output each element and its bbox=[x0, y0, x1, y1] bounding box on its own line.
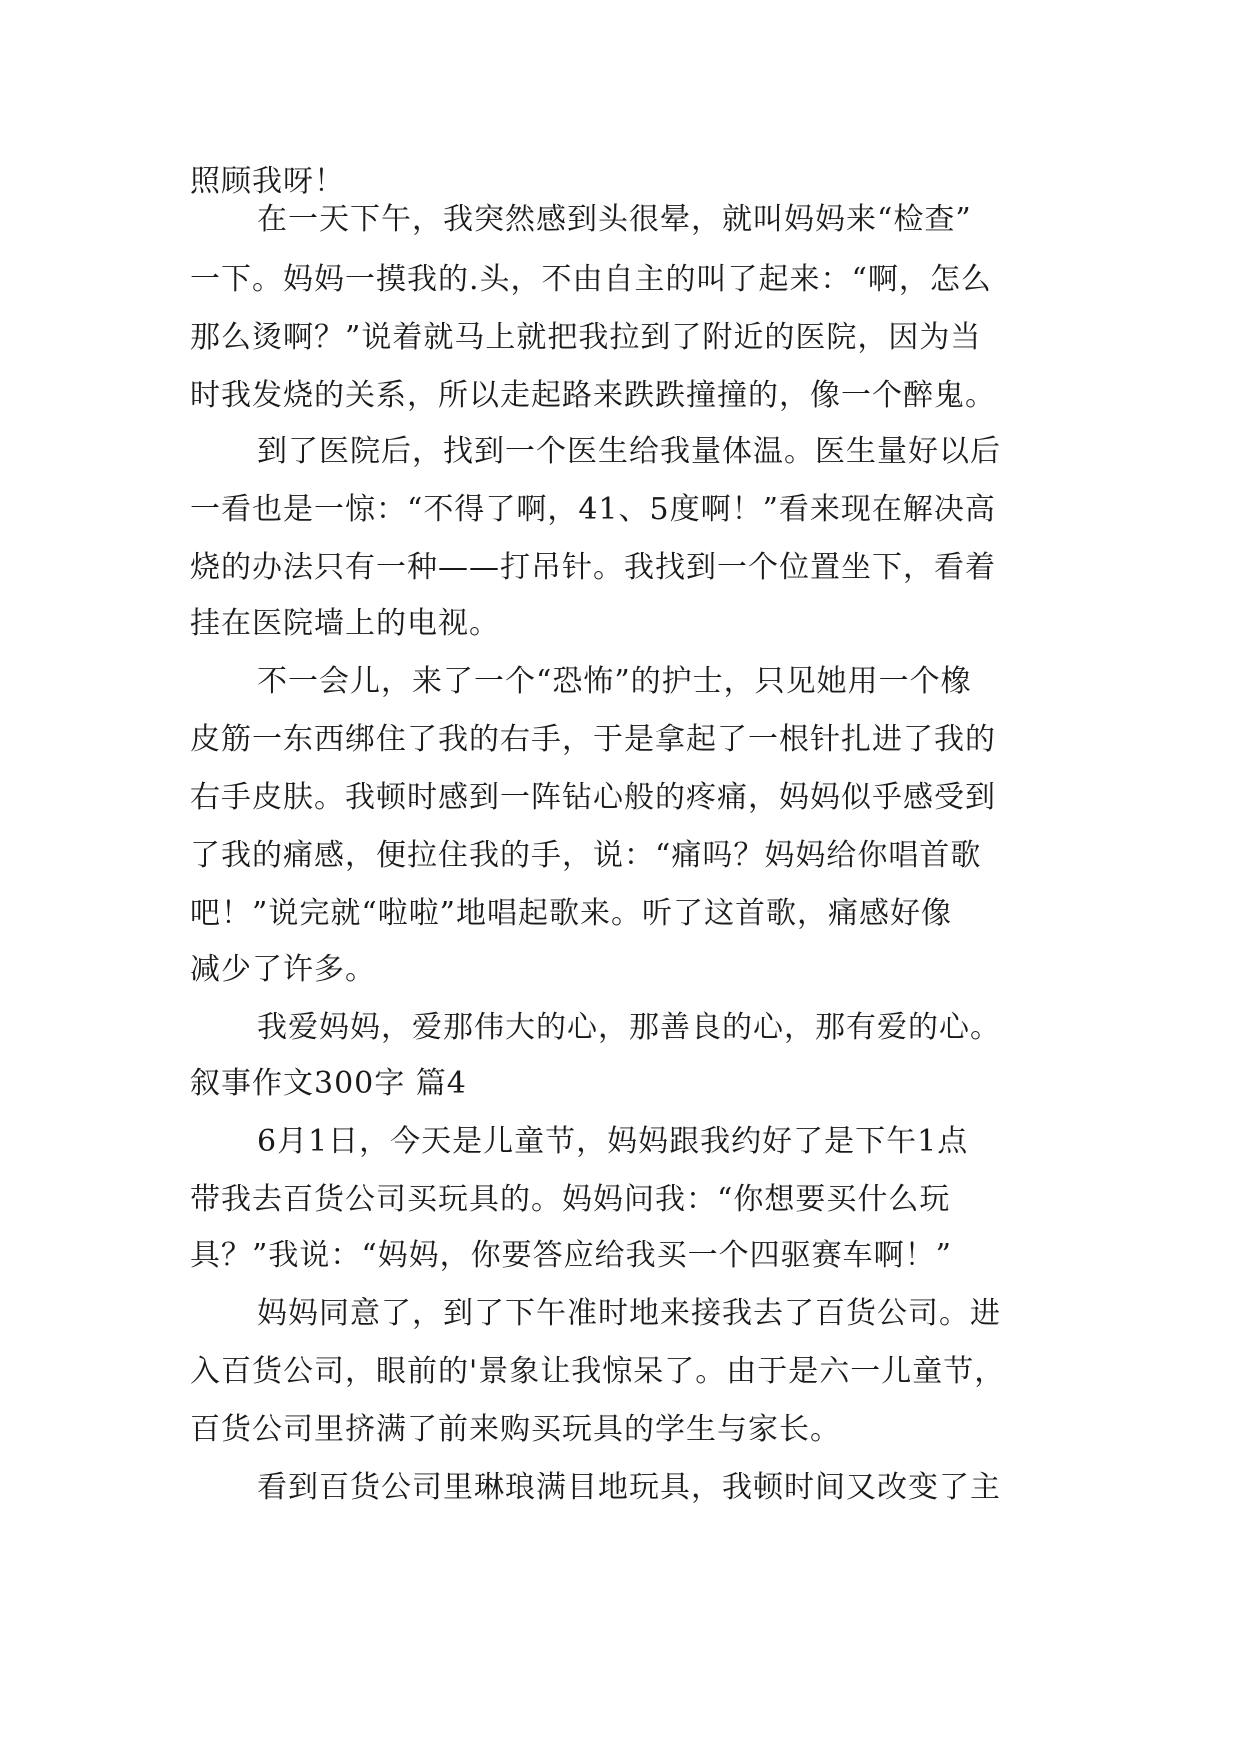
text-line: 一看也是一惊：“不得了啊，41、5度啊！”看来现在解决高 bbox=[190, 492, 996, 527]
paragraph-start: 到了医院后，找到一个医生给我量体温。医生量好以后 bbox=[257, 434, 1001, 469]
text-line: 入百货公司，眼前的'景象让我惊呆了。由于是六一儿童节， bbox=[190, 1354, 1006, 1389]
text-line: 烧的办法只有一种——打吊针。我找到一个位置坐下，看着 bbox=[190, 550, 996, 585]
text-line: 带我去百货公司买玩具的。妈妈问我：“你想要买什么玩 bbox=[190, 1182, 951, 1217]
text-line: 那么烫啊？”说着就马上就把我拉到了附近的医院，因为当 bbox=[190, 320, 982, 355]
text-line: 时我发烧的关系，所以走起路来跌跌撞撞的，像一个醉鬼。 bbox=[190, 378, 996, 413]
text-line: 右手皮肤。我顿时感到一阵钻心般的疼痛，妈妈似乎感受到 bbox=[190, 780, 996, 815]
paragraph-start: 看到百货公司里琳琅满目地玩具，我顿时间又改变了主 bbox=[257, 1470, 1001, 1505]
section-heading: 叙事作文300字 篇4 bbox=[190, 1066, 467, 1101]
paragraph-start: 我爱妈妈，爱那伟大的心，那善良的心，那有爱的心。 bbox=[257, 1010, 1001, 1045]
text-line: 皮筋一东西绑住了我的右手，于是拿起了一根针扎进了我的 bbox=[190, 722, 996, 757]
text-line: 一下。妈妈一摸我的.头，不由自主的叫了起来：“啊，怎么 bbox=[190, 262, 992, 297]
paragraph-start: 不一会儿，来了一个“恐怖”的护士，只见她用一个橡 bbox=[257, 664, 972, 699]
text-line: 百货公司里挤满了前来购买玩具的学生与家长。 bbox=[190, 1412, 841, 1447]
text-line: 吧！”说完就“啦啦”地唱起歌来。听了这首歌，痛感好像 bbox=[190, 896, 953, 931]
paragraph-start: 在一天下午，我突然感到头很晕，就叫妈妈来“检查” bbox=[257, 202, 972, 237]
text-line: 了我的痛感，便拉住我的手，说：“痛吗？妈妈给你唱首歌 bbox=[190, 838, 982, 873]
text-line: 照顾我呀！ bbox=[190, 164, 345, 199]
text-line: 减少了许多。 bbox=[190, 952, 376, 987]
paragraph-start: 6月1日，今天是儿童节，妈妈跟我约好了是下午1点 bbox=[257, 1124, 969, 1159]
paragraph-start: 妈妈同意了，到了下午准时地来接我去了百货公司。进 bbox=[257, 1296, 1001, 1331]
text-line: 具？”我说：“妈妈，你要答应给我买一个四驱赛车啊！” bbox=[190, 1238, 953, 1273]
text-line: 挂在医院墙上的电视。 bbox=[190, 606, 500, 641]
